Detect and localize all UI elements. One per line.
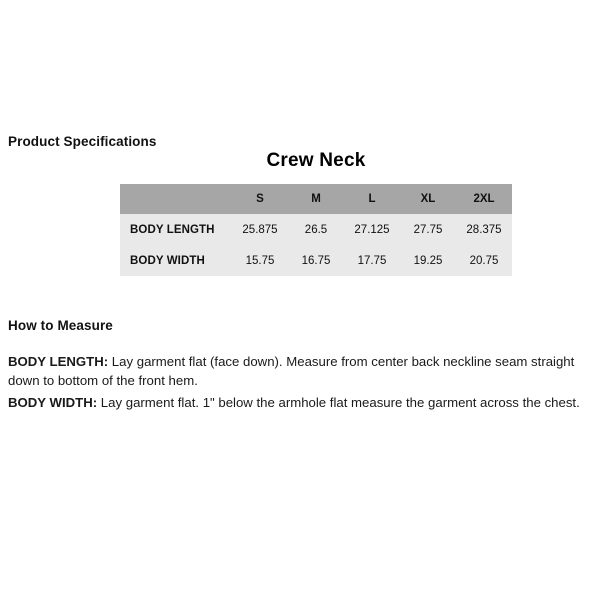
table-header-size-m: M: [311, 193, 321, 205]
product-specifications-heading: Product Specifications: [8, 134, 157, 149]
body-width-xl: 19.25: [413, 254, 443, 267]
size-chart: [120, 150, 512, 276]
size-chart-title: Crew Neck: [266, 150, 366, 171]
size-chart-table: [120, 184, 512, 276]
table-header-label: [120, 184, 232, 214]
how-to-measure-heading: How to Measure: [8, 318, 113, 333]
table-header: [120, 184, 512, 214]
measure-term-body-width: BODY WIDTH:: [8, 395, 98, 410]
table-body: [120, 214, 512, 276]
measure-text-body-width: Lay garment flat. 1" below the armhole flat measure the garment across the chest.: [97, 395, 580, 410]
body-width-m: 16.75: [301, 254, 331, 267]
body-length-s: 25.875: [242, 223, 278, 236]
measure-term-body-length: BODY LENGTH:: [8, 354, 109, 369]
table-header-row: [120, 184, 512, 214]
body-length-l: 27.125: [354, 223, 390, 236]
body-length-2xl: 28.375: [466, 223, 502, 236]
body-length-xl: 27.75: [413, 223, 443, 236]
body-length-m: 26.5: [304, 223, 328, 236]
measure-item-body-length: [8, 352, 594, 390]
measure-item-body-width: [8, 393, 594, 412]
table-header-size-xl: XL: [420, 193, 436, 205]
table-row: [120, 214, 512, 245]
row-label-body-length: BODY LENGTH: [130, 223, 215, 236]
how-to-measure-body: [8, 352, 594, 415]
table-row: [120, 245, 512, 276]
table-header-size-s: S: [256, 193, 264, 205]
table-header-size-l: L: [368, 193, 376, 205]
body-width-s: 15.75: [245, 254, 275, 267]
measure-text-body-length: Lay garment flat (face down). Measure from center back neckline seam straight down to bottom of the front hem.: [8, 354, 575, 388]
table-header-size-2xl: 2XL: [473, 193, 495, 205]
body-width-l: 17.75: [357, 254, 387, 267]
row-label-body-width: BODY WIDTH: [130, 254, 205, 267]
body-width-2xl: 20.75: [469, 254, 499, 267]
